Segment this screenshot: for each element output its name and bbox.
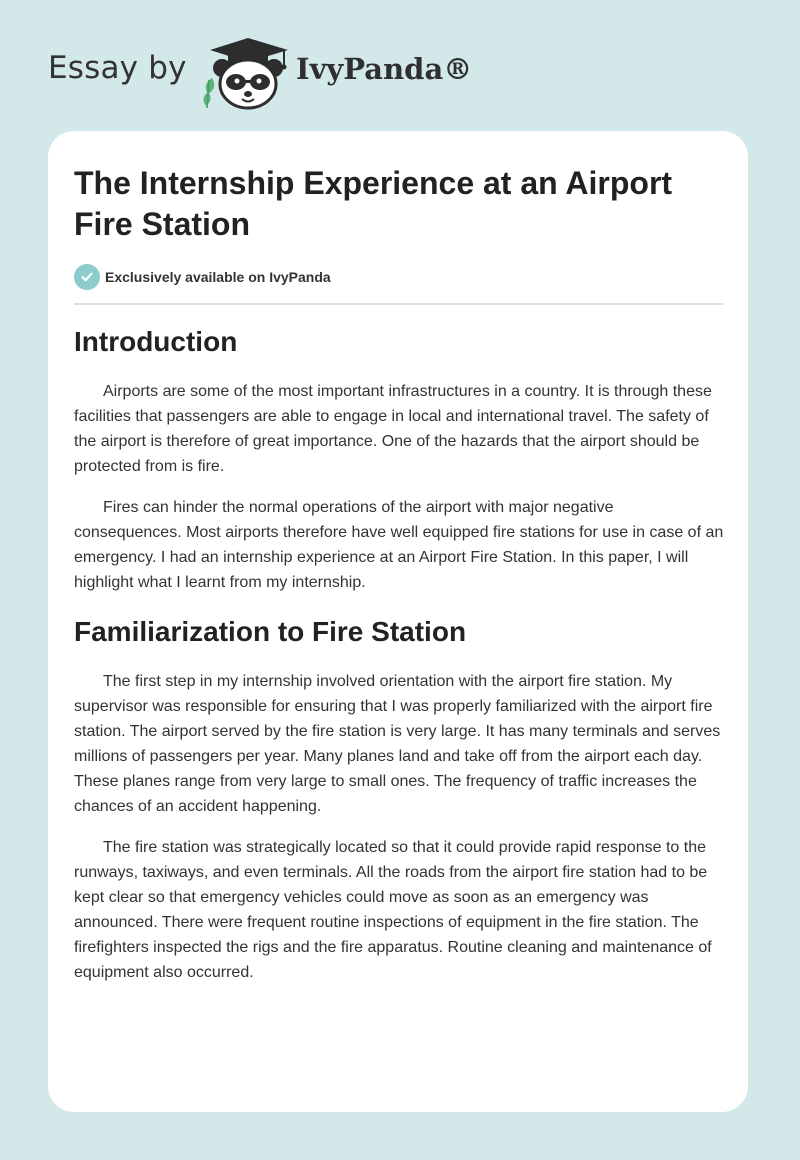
site-header xyxy=(0,0,800,130)
paragraph: Airports are some of the most important infrastructures in a country. It is through these facilities that passengers are able to engage in local and international travel. The safety of the airport is therefore of great importance. One of the hazards that the airport should be protected from is fire. xyxy=(74,383,712,475)
divider xyxy=(74,303,723,305)
brand-name[interactable]: IvyPanda® xyxy=(296,52,473,86)
section-heading-familiarization: Familiarization to Fire Station xyxy=(74,616,467,647)
exclusive-label: Exclusively available on IvyPanda xyxy=(105,269,331,285)
paragraph: The fire station was strategically located so that it could provide rapid response to the runways, taxiways, and even terminals. All the roads from the airport fire station had to be kept clear so that emergency vehicles could move as soon as an emergency was announced. There were frequent routine inspections of equipment in the fire station. The firefighters inspected the rigs and the fire apparatus. Routine cleaning and maintenance of equipment also occurred. xyxy=(74,839,712,981)
check-circle-icon xyxy=(74,264,100,290)
essay-by-label: Essay by xyxy=(48,50,187,86)
essay-card xyxy=(48,131,748,1112)
paragraph: Fires can hinder the normal operations of the airport with major negative consequences. Most airports therefore have well equipped fire stations for use in case of an emergency. I had an internship experience at an Airport Fire Station. In this paper, I will highlight what I learnt from my internship. xyxy=(74,499,724,591)
exclusive-badge xyxy=(74,264,331,290)
panda-graduate-logo-icon[interactable] xyxy=(200,36,296,110)
section-heading-introduction: Introduction xyxy=(74,326,238,357)
page-title: The Internship Experience at an Airport Fire Station xyxy=(74,165,673,242)
paragraph: The first step in my internship involved orientation with the airport fire station. My supervisor was responsible for ensuring that I was properly familiarized with the airport fire station. The airport served by the fire station is very large. It has many terminals and serves millions of passengers per year. Many planes land and take off from the airport each day. These planes range from very large to small ones. The frequency of traffic increases the chances of an accident happening. xyxy=(74,673,721,815)
essay-content xyxy=(74,311,724,985)
